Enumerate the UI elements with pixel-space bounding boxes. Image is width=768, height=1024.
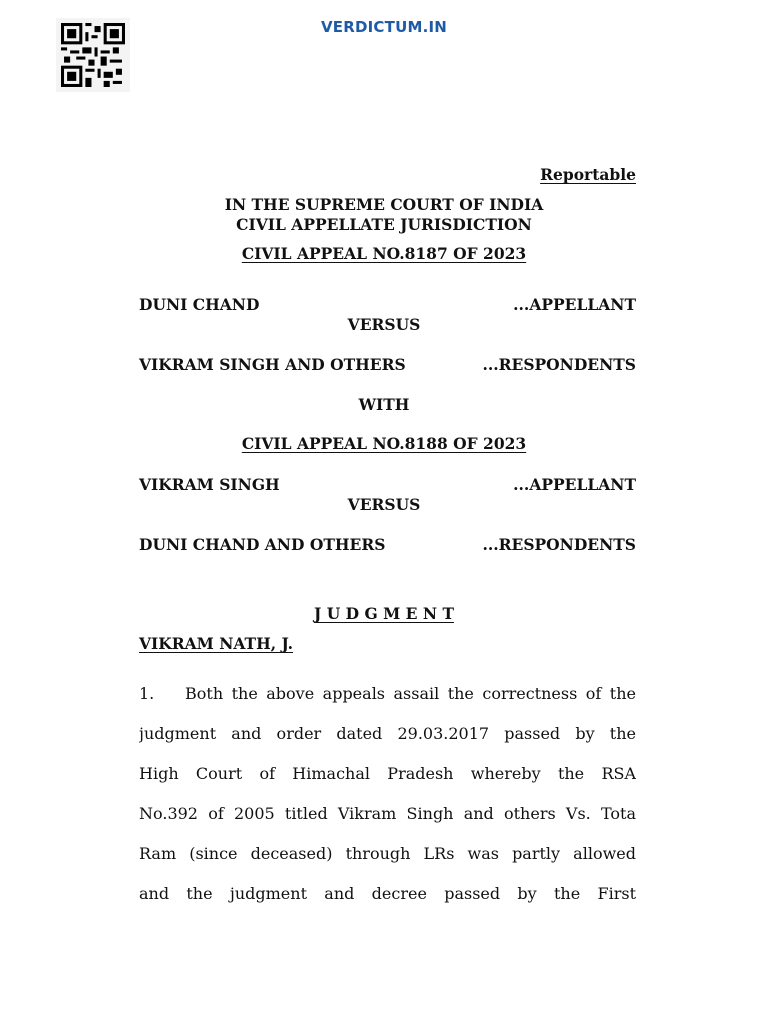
paragraph-line: and the judgment and decree passed by the First (139, 884, 636, 903)
respondent-role-1: ...RESPONDENTS (482, 355, 636, 374)
appellant-role-1: ...APPELLANT (513, 295, 636, 314)
appeal-number-1: CIVIL APPEAL NO.8187 OF 2023 (241, 244, 527, 263)
appellant-1: DUNI CHAND (139, 295, 260, 314)
with-label: WITH (358, 395, 410, 414)
jurisdiction: CIVIL APPELLATE JURISDICTION (236, 215, 532, 234)
paragraph-line: High Court of Himachal Pradesh whereby the RSA (139, 764, 636, 783)
versus-1: VERSUS (347, 315, 421, 334)
paragraph-line: Ram (since deceased) through LRs was partly allowed (139, 844, 636, 863)
paragraph-line: No.392 of 2005 titled Vikram Singh and others Vs. Tota (139, 804, 636, 823)
paragraph-number: 1. (139, 684, 155, 703)
respondent-role-2: ...RESPONDENTS (482, 535, 636, 554)
appellant-2: VIKRAM SINGH (139, 475, 280, 494)
reportable-label: Reportable (540, 165, 636, 184)
respondent-2: DUNI CHAND AND OTHERS (139, 535, 386, 554)
paragraph-1 (139, 674, 636, 914)
judge-author: VIKRAM NATH, J. (139, 634, 294, 653)
appeal-number-2: CIVIL APPEAL NO.8188 OF 2023 (241, 434, 527, 453)
court-name: IN THE SUPREME COURT OF INDIA (224, 195, 544, 214)
judgment-heading: J U D G M E N T (314, 604, 454, 623)
paragraph-line: 1. Both the above appeals assail the correctness of the (139, 674, 636, 714)
appellant-role-2: ...APPELLANT (513, 475, 636, 494)
respondent-1: VIKRAM SINGH AND OTHERS (139, 355, 406, 374)
versus-2: VERSUS (347, 495, 421, 514)
paragraph-line: judgment and order dated 29.03.2017 passed by the (139, 724, 636, 743)
site-watermark[interactable]: VERDICTUM.IN (320, 18, 448, 36)
